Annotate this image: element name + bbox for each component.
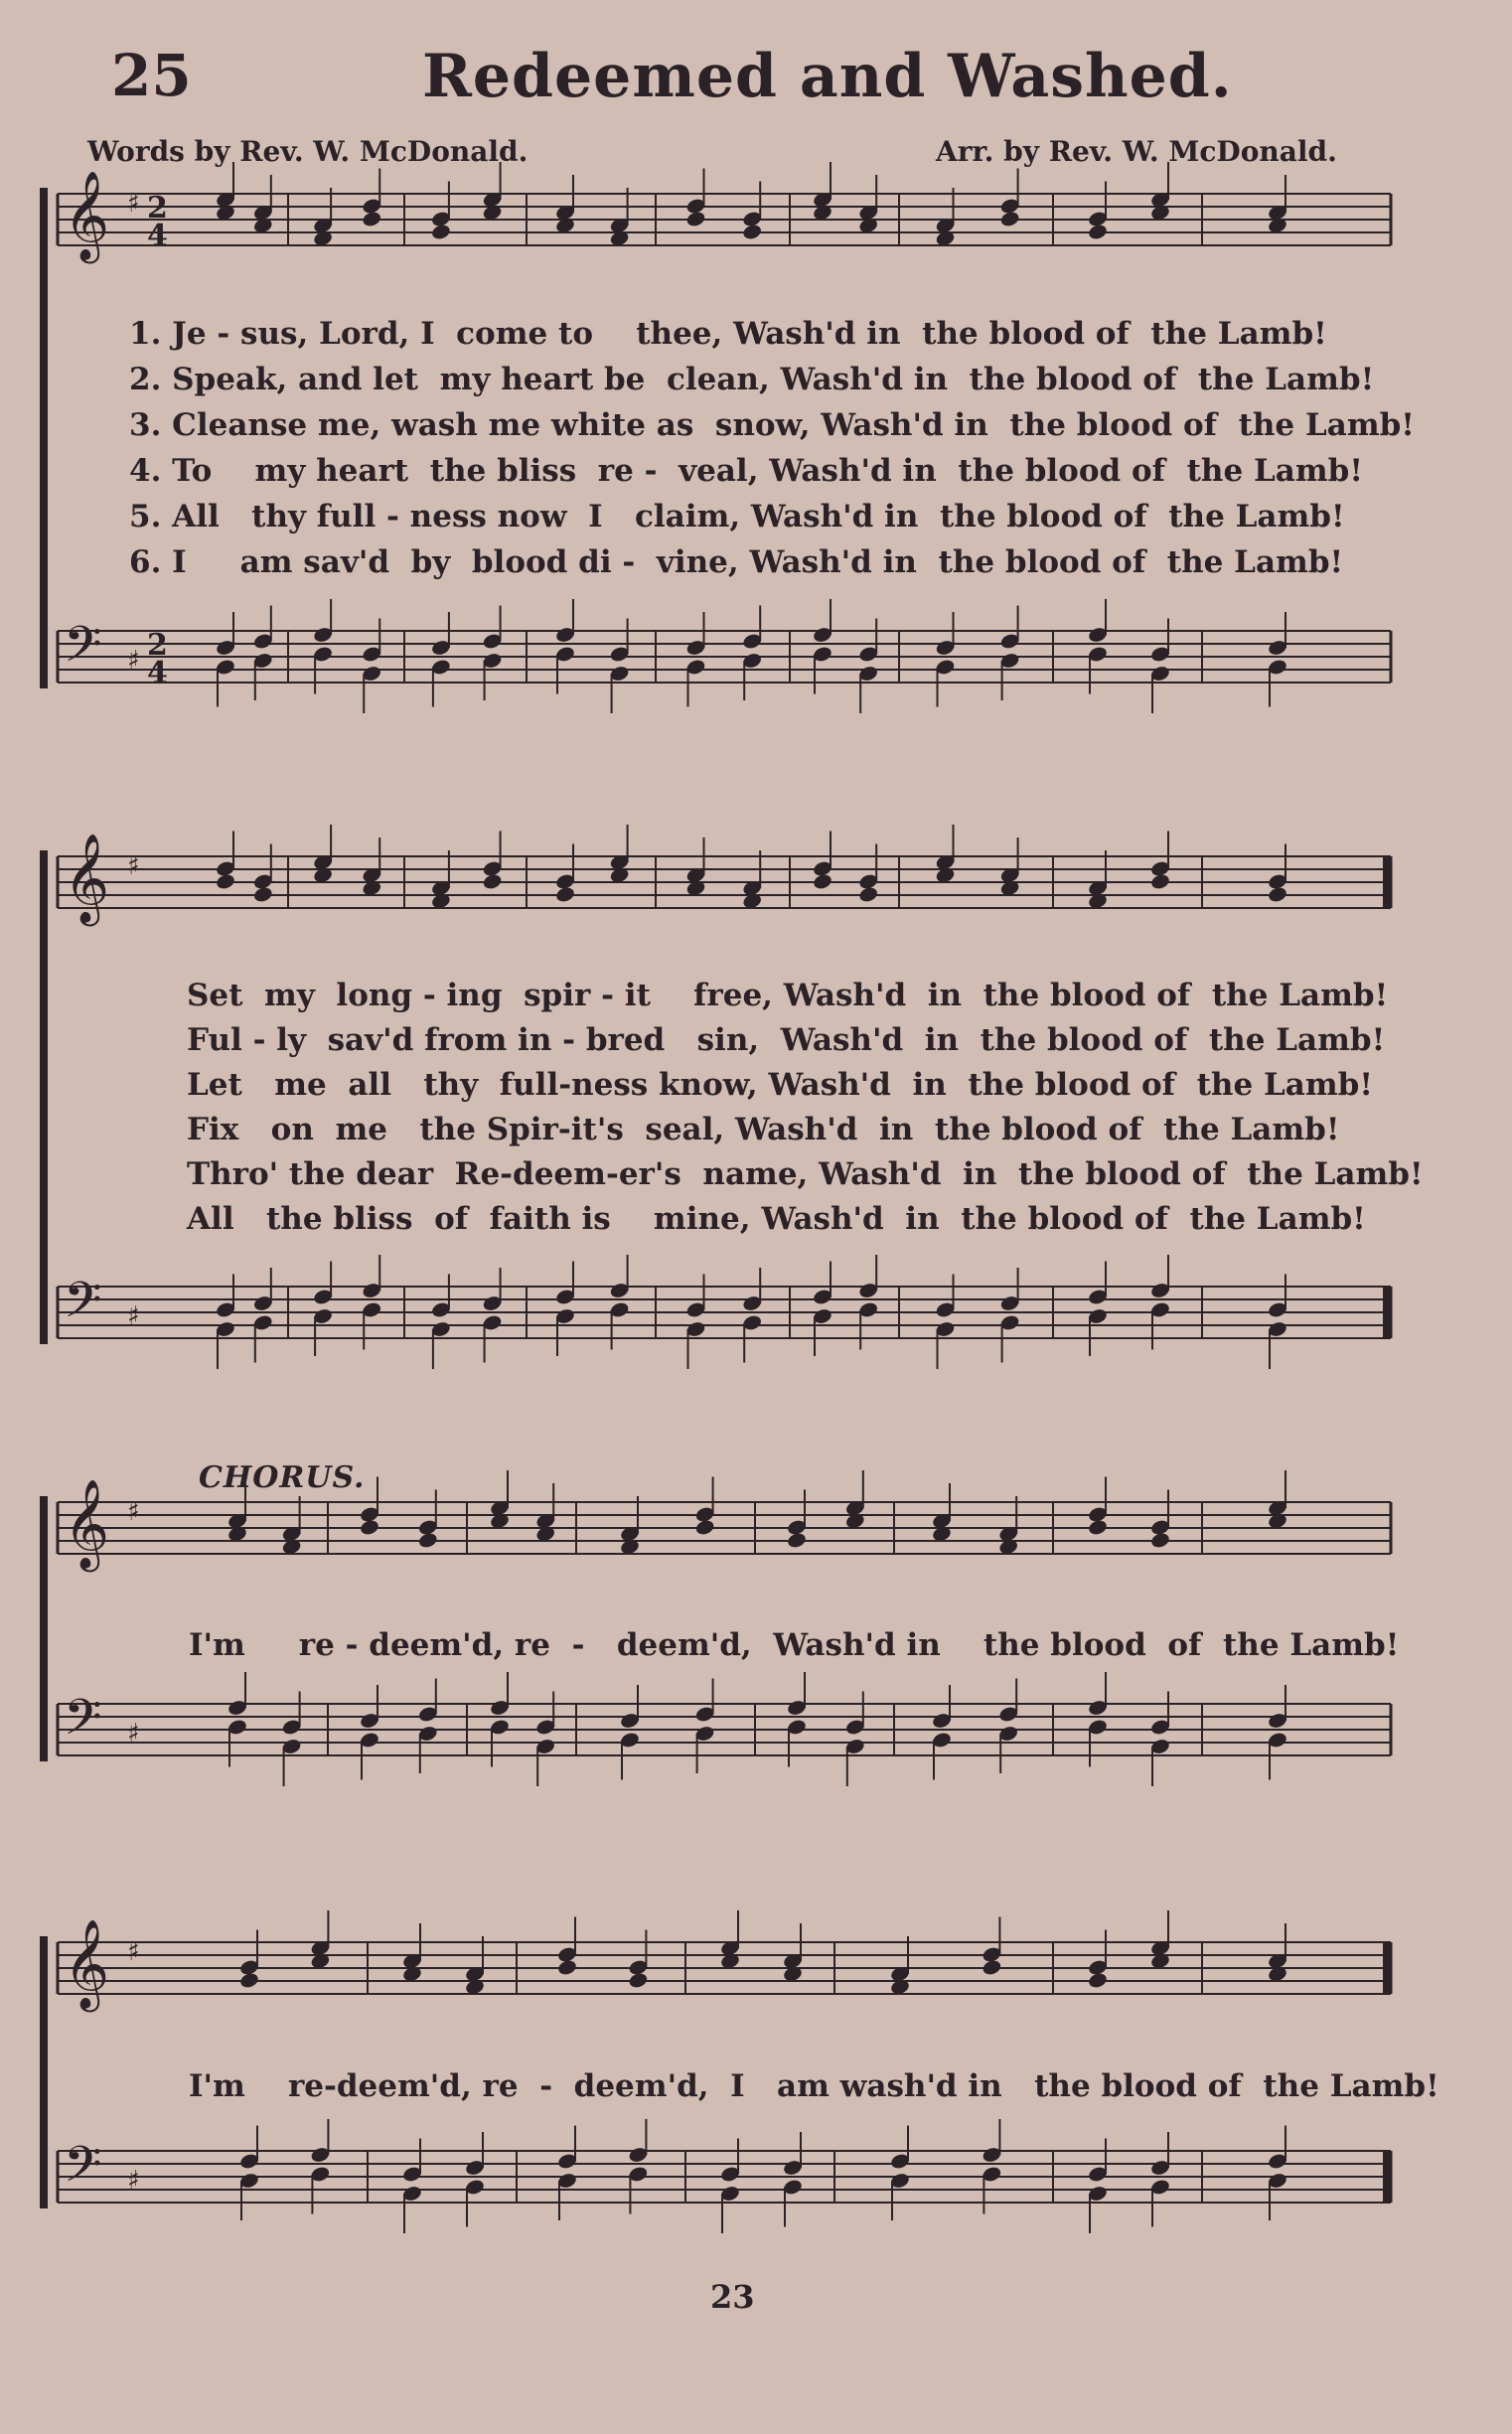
note-head xyxy=(858,885,879,903)
note-head xyxy=(359,1518,379,1536)
sharp-icon: ♯ xyxy=(127,646,140,676)
time-signature-bottom: 4 xyxy=(147,656,168,690)
final-barline xyxy=(1383,1942,1390,1994)
sharp-icon: ♯ xyxy=(127,2166,140,2196)
note-head xyxy=(628,1971,649,1989)
verse-5-line-2: Thro' the dear Re-deem-er's name, Wash'd in the blood of the Lamb! xyxy=(187,1156,1424,1192)
time-signature-top: 2 xyxy=(147,191,168,226)
note-head xyxy=(556,1958,577,1976)
time-signature-bottom: 4 xyxy=(147,219,168,253)
verse-3-line-2: Let me all thy full-ness know, Wash'd in the blood of the Lamb! xyxy=(187,1067,1373,1103)
verse-4-line-1: 4. To my heart the bliss re - veal, Wash'd in the blood of the Lamb! xyxy=(129,453,1363,489)
final-barline xyxy=(1383,856,1390,908)
note-head xyxy=(1087,1971,1108,1989)
note-head xyxy=(694,1518,715,1536)
verse-4-line-2: Fix on me the Spir-it's seal, Wash'd in the blood of the Lamb! xyxy=(187,1112,1340,1147)
sharp-icon: ♯ xyxy=(127,1301,140,1331)
note-head xyxy=(812,872,832,890)
time-signature-top: 2 xyxy=(147,628,168,663)
treble-clef-icon: 𝄞 xyxy=(64,171,110,260)
note-head xyxy=(742,223,763,240)
verse-1-line-2: Set my long - ing spir - it free, Wash'd in the blood of the Lamb! xyxy=(187,978,1389,1013)
arranger-credit: Arr. by Rev. W. McDonald. xyxy=(936,135,1337,168)
system-bracket xyxy=(40,1496,48,1761)
system-bracket xyxy=(40,850,48,1344)
sharp-icon: ♯ xyxy=(127,1937,140,1967)
bass-clef-icon: 𝄢 xyxy=(64,1272,102,1341)
note-head xyxy=(1267,885,1287,903)
note-head xyxy=(1087,223,1108,240)
sharp-icon: ♯ xyxy=(127,189,140,219)
note-head xyxy=(786,1531,807,1549)
chorus-line-2: I'm re-deem'd, re - deem'd, I am wash'd in the blood of the Lamb! xyxy=(189,2068,1439,2104)
note-head xyxy=(1149,872,1170,890)
final-barline xyxy=(1383,2151,1390,2203)
note-head xyxy=(482,872,503,890)
page-number: 23 xyxy=(710,2278,755,2316)
bass-clef-icon: 𝄢 xyxy=(64,1689,102,1758)
system-bracket xyxy=(40,188,48,688)
verse-5-line-1: 5. All thy full - ness now I claim, Wash'd in the blood of the Lamb! xyxy=(129,499,1345,534)
note-head xyxy=(215,872,235,890)
note-head xyxy=(982,1958,1002,1976)
note-head xyxy=(1149,1531,1170,1549)
bass-clef-icon: 𝄢 xyxy=(64,616,102,685)
note-head xyxy=(362,210,382,228)
note-head xyxy=(999,210,1020,228)
chorus-line-1: I'm re - deem'd, re - deem'd, Wash'd in the blood of the Lamb! xyxy=(189,1627,1400,1663)
note-head xyxy=(430,223,451,240)
verse-6-line-2: All the bliss of faith is mine, Wash'd in the blood of the Lamb! xyxy=(187,1201,1366,1237)
treble-clef-icon: 𝄞 xyxy=(64,1479,110,1569)
note-head xyxy=(238,1971,259,1989)
treble-clef-icon: 𝄞 xyxy=(64,834,110,923)
words-credit: Words by Rev. W. McDonald. xyxy=(87,135,529,168)
verse-6-line-1: 6. I am sav'd by blood di - vine, Wash'd in the blood of the Lamb! xyxy=(129,544,1344,580)
note-head xyxy=(1087,1518,1108,1536)
verse-3-line-1: 3. Cleanse me, wash me white as snow, Wash'd in the blood of the Lamb! xyxy=(129,407,1415,443)
hymn-number: 25 xyxy=(111,42,192,109)
verse-2-line-1: 2. Speak, and let my heart be clean, Wash'd in the blood of the Lamb! xyxy=(129,362,1375,397)
bass-clef-icon: 𝄢 xyxy=(64,2136,102,2206)
verse-1-line-1: 1. Je - sus, Lord, I come to thee, Wash'd in the blood of the Lamb! xyxy=(129,316,1327,352)
treble-clef-icon: 𝄞 xyxy=(64,1919,110,2009)
note-head xyxy=(685,210,706,228)
note-head xyxy=(252,885,273,903)
system-bracket xyxy=(40,1936,48,2208)
sharp-icon: ♯ xyxy=(127,851,140,881)
final-barline xyxy=(1383,1287,1390,1338)
note-head xyxy=(554,885,575,903)
hymn-title: Redeemed and Washed. xyxy=(422,42,1233,111)
sharp-icon: ♯ xyxy=(127,1719,140,1749)
verse-2-line-2: Ful - ly sav'd from in - bred sin, Wash'd in the blood of the Lamb! xyxy=(187,1022,1386,1058)
sharp-icon: ♯ xyxy=(127,1497,140,1527)
note-head xyxy=(417,1531,438,1549)
chorus-label: CHORUS. xyxy=(199,1460,366,1495)
